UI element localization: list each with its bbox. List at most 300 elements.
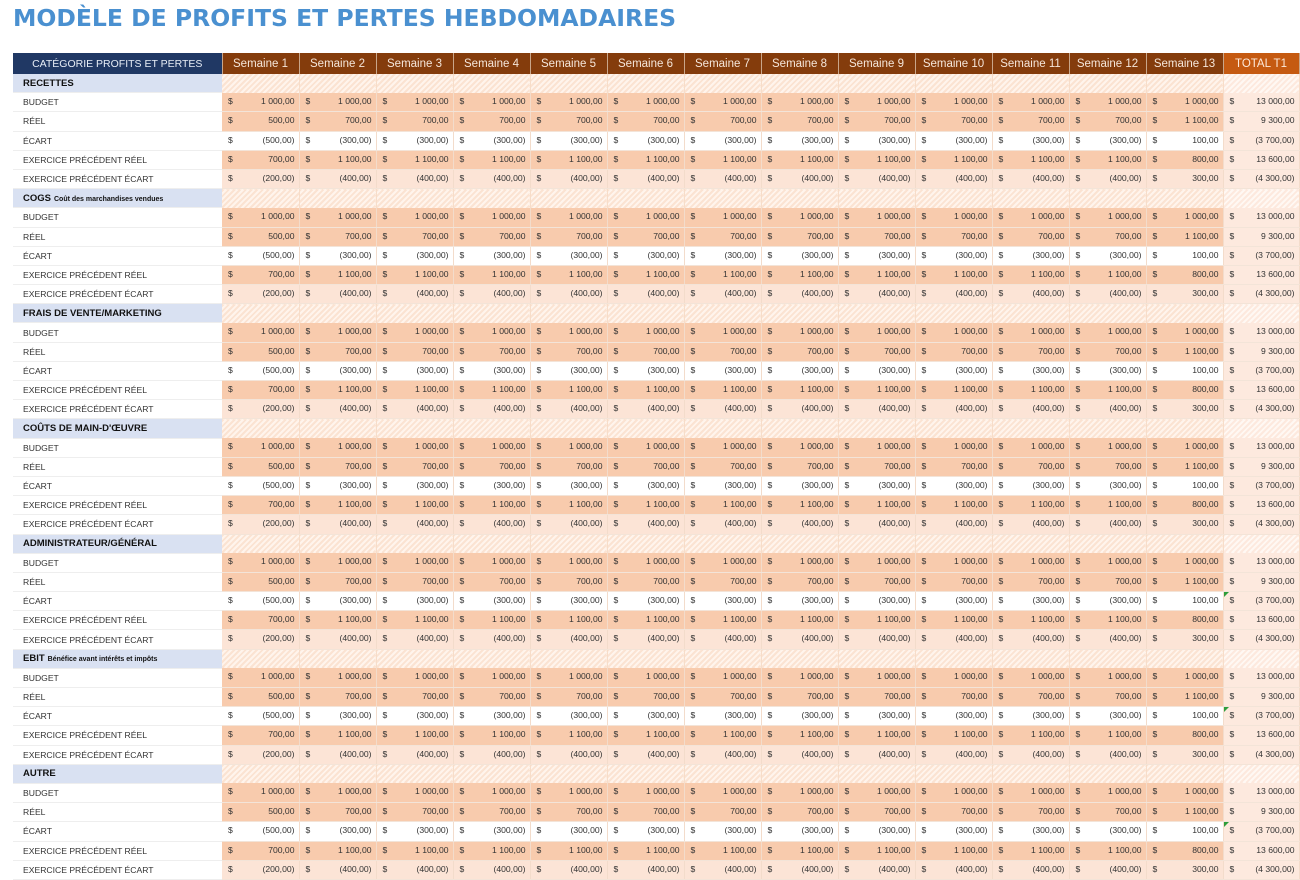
value-cell[interactable] <box>1146 803 1223 822</box>
section-empty-cell[interactable] <box>684 649 761 668</box>
value-cell[interactable] <box>299 457 376 476</box>
value-cell[interactable] <box>1069 592 1146 611</box>
value-cell[interactable] <box>838 803 915 822</box>
value-cell[interactable] <box>1146 668 1223 687</box>
error-indicator-icon[interactable] <box>1224 822 1229 827</box>
total-cell[interactable] <box>1223 745 1299 764</box>
value-cell[interactable] <box>222 112 299 131</box>
value-cell[interactable] <box>992 630 1069 649</box>
value-cell[interactable] <box>992 822 1069 841</box>
value-cell[interactable] <box>1146 361 1223 380</box>
value-cell[interactable] <box>1069 515 1146 534</box>
value-cell[interactable] <box>761 707 838 726</box>
value-cell[interactable] <box>453 361 530 380</box>
section-empty-cell[interactable] <box>1069 534 1146 553</box>
value-cell[interactable] <box>838 285 915 304</box>
header-category[interactable]: CATÉGORIE PROFITS ET PERTES <box>13 53 222 74</box>
value-cell[interactable] <box>607 572 684 591</box>
value-cell[interactable] <box>299 227 376 246</box>
value-cell[interactable] <box>684 476 761 495</box>
value-cell[interactable] <box>453 131 530 150</box>
value-cell[interactable] <box>530 265 607 284</box>
value-cell[interactable] <box>453 112 530 131</box>
section-empty-cell[interactable] <box>530 189 607 208</box>
section-empty-cell[interactable] <box>1146 419 1223 438</box>
value-cell[interactable] <box>299 572 376 591</box>
total-cell[interactable] <box>1223 822 1299 841</box>
row-label[interactable]: EXERCICE PRÉCÉDENT RÉEL <box>13 841 222 860</box>
value-cell[interactable] <box>761 726 838 745</box>
value-cell[interactable] <box>453 822 530 841</box>
value-cell[interactable] <box>453 381 530 400</box>
value-cell[interactable] <box>453 592 530 611</box>
value-cell[interactable] <box>761 323 838 342</box>
section-empty-cell[interactable] <box>607 534 684 553</box>
section-empty-cell[interactable] <box>607 304 684 323</box>
value-cell[interactable] <box>1146 323 1223 342</box>
value-cell[interactable] <box>915 208 992 227</box>
value-cell[interactable] <box>607 515 684 534</box>
section-empty-cell[interactable] <box>222 189 299 208</box>
value-cell[interactable] <box>1146 93 1223 112</box>
value-cell[interactable] <box>453 726 530 745</box>
value-cell[interactable] <box>1069 783 1146 802</box>
value-cell[interactable] <box>530 323 607 342</box>
value-cell[interactable] <box>761 169 838 188</box>
row-label[interactable]: BUDGET <box>13 553 222 572</box>
value-cell[interactable] <box>607 783 684 802</box>
value-cell[interactable] <box>607 457 684 476</box>
value-cell[interactable] <box>222 822 299 841</box>
section-empty-cell[interactable] <box>838 534 915 553</box>
row-label[interactable]: EXERCICE PRÉCÉDENT ÉCART <box>13 400 222 419</box>
total-cell[interactable] <box>1223 246 1299 265</box>
section-title[interactable] <box>13 74 222 93</box>
value-cell[interactable] <box>761 208 838 227</box>
value-cell[interactable] <box>1069 630 1146 649</box>
value-cell[interactable] <box>992 841 1069 860</box>
value-cell[interactable] <box>838 323 915 342</box>
section-empty-cell[interactable] <box>838 649 915 668</box>
value-cell[interactable] <box>915 515 992 534</box>
value-cell[interactable] <box>1146 592 1223 611</box>
value-cell[interactable] <box>1069 361 1146 380</box>
value-cell[interactable] <box>915 803 992 822</box>
value-cell[interactable] <box>299 860 376 879</box>
value-cell[interactable] <box>299 496 376 515</box>
value-cell[interactable] <box>684 572 761 591</box>
value-cell[interactable] <box>1069 860 1146 879</box>
value-cell[interactable] <box>915 150 992 169</box>
value-cell[interactable] <box>1146 169 1223 188</box>
value-cell[interactable] <box>376 496 453 515</box>
value-cell[interactable] <box>1069 726 1146 745</box>
section-empty-cell[interactable] <box>530 74 607 93</box>
value-cell[interactable] <box>915 93 992 112</box>
value-cell[interactable] <box>530 668 607 687</box>
row-label[interactable]: BUDGET <box>13 208 222 227</box>
value-cell[interactable] <box>299 438 376 457</box>
value-cell[interactable] <box>684 860 761 879</box>
value-cell[interactable] <box>684 381 761 400</box>
total-cell[interactable] <box>1223 860 1299 879</box>
value-cell[interactable] <box>530 285 607 304</box>
value-cell[interactable] <box>992 572 1069 591</box>
section-empty-cell[interactable] <box>299 304 376 323</box>
value-cell[interactable] <box>992 361 1069 380</box>
value-cell[interactable] <box>684 150 761 169</box>
value-cell[interactable] <box>992 150 1069 169</box>
value-cell[interactable] <box>992 688 1069 707</box>
section-empty-cell[interactable] <box>453 534 530 553</box>
section-empty-cell[interactable] <box>222 419 299 438</box>
value-cell[interactable] <box>838 841 915 860</box>
value-cell[interactable] <box>376 476 453 495</box>
section-empty-cell[interactable] <box>376 649 453 668</box>
value-cell[interactable] <box>299 611 376 630</box>
value-cell[interactable] <box>1069 707 1146 726</box>
section-empty-cell[interactable] <box>530 649 607 668</box>
section-empty-cell[interactable] <box>761 649 838 668</box>
section-empty-cell[interactable] <box>915 189 992 208</box>
value-cell[interactable] <box>1146 553 1223 572</box>
value-cell[interactable] <box>761 400 838 419</box>
value-cell[interactable] <box>607 726 684 745</box>
value-cell[interactable] <box>838 457 915 476</box>
value-cell[interactable] <box>1146 515 1223 534</box>
value-cell[interactable] <box>1146 630 1223 649</box>
section-empty-cell[interactable] <box>915 649 992 668</box>
value-cell[interactable] <box>992 476 1069 495</box>
value-cell[interactable] <box>376 860 453 879</box>
value-cell[interactable] <box>376 246 453 265</box>
error-indicator-icon[interactable] <box>1224 592 1229 597</box>
header-week-7[interactable]: Semaine 7 <box>684 53 761 74</box>
value-cell[interactable] <box>915 438 992 457</box>
section-title[interactable] <box>13 764 222 783</box>
value-cell[interactable] <box>607 285 684 304</box>
value-cell[interactable] <box>992 783 1069 802</box>
value-cell[interactable] <box>1069 150 1146 169</box>
value-cell[interactable] <box>1069 496 1146 515</box>
value-cell[interactable] <box>607 400 684 419</box>
value-cell[interactable] <box>530 611 607 630</box>
value-cell[interactable] <box>530 476 607 495</box>
value-cell[interactable] <box>222 688 299 707</box>
value-cell[interactable] <box>222 515 299 534</box>
value-cell[interactable] <box>1146 726 1223 745</box>
section-empty-cell[interactable] <box>1146 764 1223 783</box>
value-cell[interactable] <box>376 112 453 131</box>
value-cell[interactable] <box>684 361 761 380</box>
value-cell[interactable] <box>684 169 761 188</box>
value-cell[interactable] <box>684 112 761 131</box>
value-cell[interactable] <box>530 131 607 150</box>
value-cell[interactable] <box>222 400 299 419</box>
total-cell[interactable] <box>1223 630 1299 649</box>
value-cell[interactable] <box>222 803 299 822</box>
value-cell[interactable] <box>453 342 530 361</box>
value-cell[interactable] <box>453 611 530 630</box>
value-cell[interactable] <box>299 745 376 764</box>
value-cell[interactable] <box>376 400 453 419</box>
value-cell[interactable] <box>530 726 607 745</box>
value-cell[interactable] <box>684 323 761 342</box>
value-cell[interactable] <box>684 265 761 284</box>
value-cell[interactable] <box>915 822 992 841</box>
section-empty-cell[interactable] <box>299 419 376 438</box>
value-cell[interactable] <box>992 323 1069 342</box>
value-cell[interactable] <box>1069 285 1146 304</box>
row-label[interactable]: ÉCART <box>13 361 222 380</box>
total-cell[interactable] <box>1223 285 1299 304</box>
value-cell[interactable] <box>761 246 838 265</box>
value-cell[interactable] <box>453 150 530 169</box>
value-cell[interactable] <box>376 592 453 611</box>
section-empty-cell[interactable] <box>684 304 761 323</box>
value-cell[interactable] <box>1146 131 1223 150</box>
value-cell[interactable] <box>992 400 1069 419</box>
value-cell[interactable] <box>376 93 453 112</box>
row-label[interactable]: ÉCART <box>13 476 222 495</box>
header-week-12[interactable]: Semaine 12 <box>1069 53 1146 74</box>
value-cell[interactable] <box>376 841 453 860</box>
section-empty-cell[interactable] <box>838 764 915 783</box>
value-cell[interactable] <box>915 726 992 745</box>
value-cell[interactable] <box>453 323 530 342</box>
value-cell[interactable] <box>607 592 684 611</box>
value-cell[interactable] <box>530 496 607 515</box>
value-cell[interactable] <box>838 342 915 361</box>
section-title[interactable] <box>13 649 222 668</box>
value-cell[interactable] <box>530 457 607 476</box>
value-cell[interactable] <box>838 208 915 227</box>
value-cell[interactable] <box>222 342 299 361</box>
value-cell[interactable] <box>299 131 376 150</box>
header-week-10[interactable]: Semaine 10 <box>915 53 992 74</box>
value-cell[interactable] <box>453 553 530 572</box>
value-cell[interactable] <box>761 342 838 361</box>
value-cell[interactable] <box>992 227 1069 246</box>
value-cell[interactable] <box>453 227 530 246</box>
value-cell[interactable] <box>607 611 684 630</box>
row-label[interactable]: ÉCART <box>13 131 222 150</box>
error-indicator-icon[interactable] <box>1224 707 1229 712</box>
section-empty-cell[interactable] <box>607 74 684 93</box>
value-cell[interactable] <box>915 745 992 764</box>
value-cell[interactable] <box>222 227 299 246</box>
value-cell[interactable] <box>222 150 299 169</box>
value-cell[interactable] <box>453 169 530 188</box>
value-cell[interactable] <box>530 860 607 879</box>
section-empty-cell[interactable] <box>1223 534 1299 553</box>
value-cell[interactable] <box>838 668 915 687</box>
value-cell[interactable] <box>684 783 761 802</box>
section-empty-cell[interactable] <box>453 74 530 93</box>
value-cell[interactable] <box>1069 342 1146 361</box>
value-cell[interactable] <box>530 208 607 227</box>
total-cell[interactable] <box>1223 553 1299 572</box>
value-cell[interactable] <box>761 150 838 169</box>
value-cell[interactable] <box>1146 860 1223 879</box>
section-empty-cell[interactable] <box>222 304 299 323</box>
value-cell[interactable] <box>838 592 915 611</box>
value-cell[interactable] <box>376 438 453 457</box>
total-cell[interactable] <box>1223 668 1299 687</box>
value-cell[interactable] <box>992 285 1069 304</box>
row-label[interactable]: EXERCICE PRÉCÉDENT RÉEL <box>13 265 222 284</box>
value-cell[interactable] <box>684 131 761 150</box>
value-cell[interactable] <box>838 630 915 649</box>
row-label[interactable]: RÉEL <box>13 457 222 476</box>
value-cell[interactable] <box>761 841 838 860</box>
value-cell[interactable] <box>376 630 453 649</box>
value-cell[interactable] <box>1069 323 1146 342</box>
total-cell[interactable] <box>1223 169 1299 188</box>
total-cell[interactable] <box>1223 361 1299 380</box>
value-cell[interactable] <box>915 342 992 361</box>
section-empty-cell[interactable] <box>915 534 992 553</box>
value-cell[interactable] <box>992 438 1069 457</box>
value-cell[interactable] <box>761 592 838 611</box>
value-cell[interactable] <box>299 381 376 400</box>
value-cell[interactable] <box>761 572 838 591</box>
value-cell[interactable] <box>222 457 299 476</box>
value-cell[interactable] <box>915 285 992 304</box>
section-empty-cell[interactable] <box>1223 764 1299 783</box>
value-cell[interactable] <box>915 592 992 611</box>
value-cell[interactable] <box>915 361 992 380</box>
value-cell[interactable] <box>376 342 453 361</box>
value-cell[interactable] <box>453 438 530 457</box>
value-cell[interactable] <box>992 726 1069 745</box>
value-cell[interactable] <box>1146 611 1223 630</box>
value-cell[interactable] <box>761 803 838 822</box>
value-cell[interactable] <box>1069 822 1146 841</box>
value-cell[interactable] <box>530 400 607 419</box>
header-week-1[interactable]: Semaine 1 <box>222 53 299 74</box>
value-cell[interactable] <box>1069 112 1146 131</box>
value-cell[interactable] <box>1069 803 1146 822</box>
section-empty-cell[interactable] <box>992 304 1069 323</box>
value-cell[interactable] <box>761 688 838 707</box>
value-cell[interactable] <box>838 688 915 707</box>
section-empty-cell[interactable] <box>992 74 1069 93</box>
value-cell[interactable] <box>684 592 761 611</box>
value-cell[interactable] <box>915 496 992 515</box>
value-cell[interactable] <box>915 457 992 476</box>
section-empty-cell[interactable] <box>684 764 761 783</box>
value-cell[interactable] <box>838 783 915 802</box>
row-label[interactable]: ÉCART <box>13 707 222 726</box>
value-cell[interactable] <box>299 476 376 495</box>
value-cell[interactable] <box>992 745 1069 764</box>
value-cell[interactable] <box>1069 169 1146 188</box>
value-cell[interactable] <box>222 361 299 380</box>
total-cell[interactable] <box>1223 438 1299 457</box>
value-cell[interactable] <box>915 553 992 572</box>
value-cell[interactable] <box>530 342 607 361</box>
total-cell[interactable] <box>1223 841 1299 860</box>
value-cell[interactable] <box>838 381 915 400</box>
value-cell[interactable] <box>530 246 607 265</box>
value-cell[interactable] <box>1146 285 1223 304</box>
total-cell[interactable] <box>1223 592 1299 611</box>
value-cell[interactable] <box>915 400 992 419</box>
section-empty-cell[interactable] <box>1069 419 1146 438</box>
total-cell[interactable] <box>1223 803 1299 822</box>
value-cell[interactable] <box>1146 822 1223 841</box>
total-cell[interactable] <box>1223 496 1299 515</box>
value-cell[interactable] <box>607 361 684 380</box>
value-cell[interactable] <box>299 323 376 342</box>
value-cell[interactable] <box>1069 208 1146 227</box>
section-empty-cell[interactable] <box>376 419 453 438</box>
value-cell[interactable] <box>607 630 684 649</box>
value-cell[interactable] <box>530 707 607 726</box>
value-cell[interactable] <box>530 688 607 707</box>
value-cell[interactable] <box>838 553 915 572</box>
row-label[interactable]: RÉEL <box>13 803 222 822</box>
value-cell[interactable] <box>1146 707 1223 726</box>
value-cell[interactable] <box>299 285 376 304</box>
value-cell[interactable] <box>299 803 376 822</box>
value-cell[interactable] <box>222 783 299 802</box>
value-cell[interactable] <box>1069 745 1146 764</box>
value-cell[interactable] <box>1146 265 1223 284</box>
value-cell[interactable] <box>992 803 1069 822</box>
value-cell[interactable] <box>299 265 376 284</box>
value-cell[interactable] <box>1069 841 1146 860</box>
section-empty-cell[interactable] <box>915 304 992 323</box>
total-cell[interactable] <box>1223 208 1299 227</box>
value-cell[interactable] <box>992 208 1069 227</box>
value-cell[interactable] <box>838 169 915 188</box>
value-cell[interactable] <box>530 630 607 649</box>
value-cell[interactable] <box>761 515 838 534</box>
value-cell[interactable] <box>376 553 453 572</box>
row-label[interactable]: ÉCART <box>13 246 222 265</box>
section-empty-cell[interactable] <box>1069 189 1146 208</box>
value-cell[interactable] <box>299 515 376 534</box>
value-cell[interactable] <box>222 707 299 726</box>
header-week-5[interactable]: Semaine 5 <box>530 53 607 74</box>
section-title[interactable] <box>13 419 222 438</box>
section-empty-cell[interactable] <box>1146 304 1223 323</box>
value-cell[interactable] <box>453 457 530 476</box>
value-cell[interactable] <box>607 496 684 515</box>
section-empty-cell[interactable] <box>761 74 838 93</box>
total-cell[interactable] <box>1223 112 1299 131</box>
section-empty-cell[interactable] <box>376 74 453 93</box>
value-cell[interactable] <box>761 381 838 400</box>
value-cell[interactable] <box>222 611 299 630</box>
row-label[interactable]: ÉCART <box>13 822 222 841</box>
value-cell[interactable] <box>222 169 299 188</box>
section-empty-cell[interactable] <box>761 534 838 553</box>
header-week-2[interactable]: Semaine 2 <box>299 53 376 74</box>
value-cell[interactable] <box>684 611 761 630</box>
value-cell[interactable] <box>376 265 453 284</box>
section-empty-cell[interactable] <box>299 189 376 208</box>
value-cell[interactable] <box>761 860 838 879</box>
value-cell[interactable] <box>607 688 684 707</box>
row-label[interactable]: EXERCICE PRÉCÉDENT RÉEL <box>13 726 222 745</box>
section-empty-cell[interactable] <box>530 419 607 438</box>
section-empty-cell[interactable] <box>376 304 453 323</box>
value-cell[interactable] <box>530 169 607 188</box>
value-cell[interactable] <box>299 93 376 112</box>
